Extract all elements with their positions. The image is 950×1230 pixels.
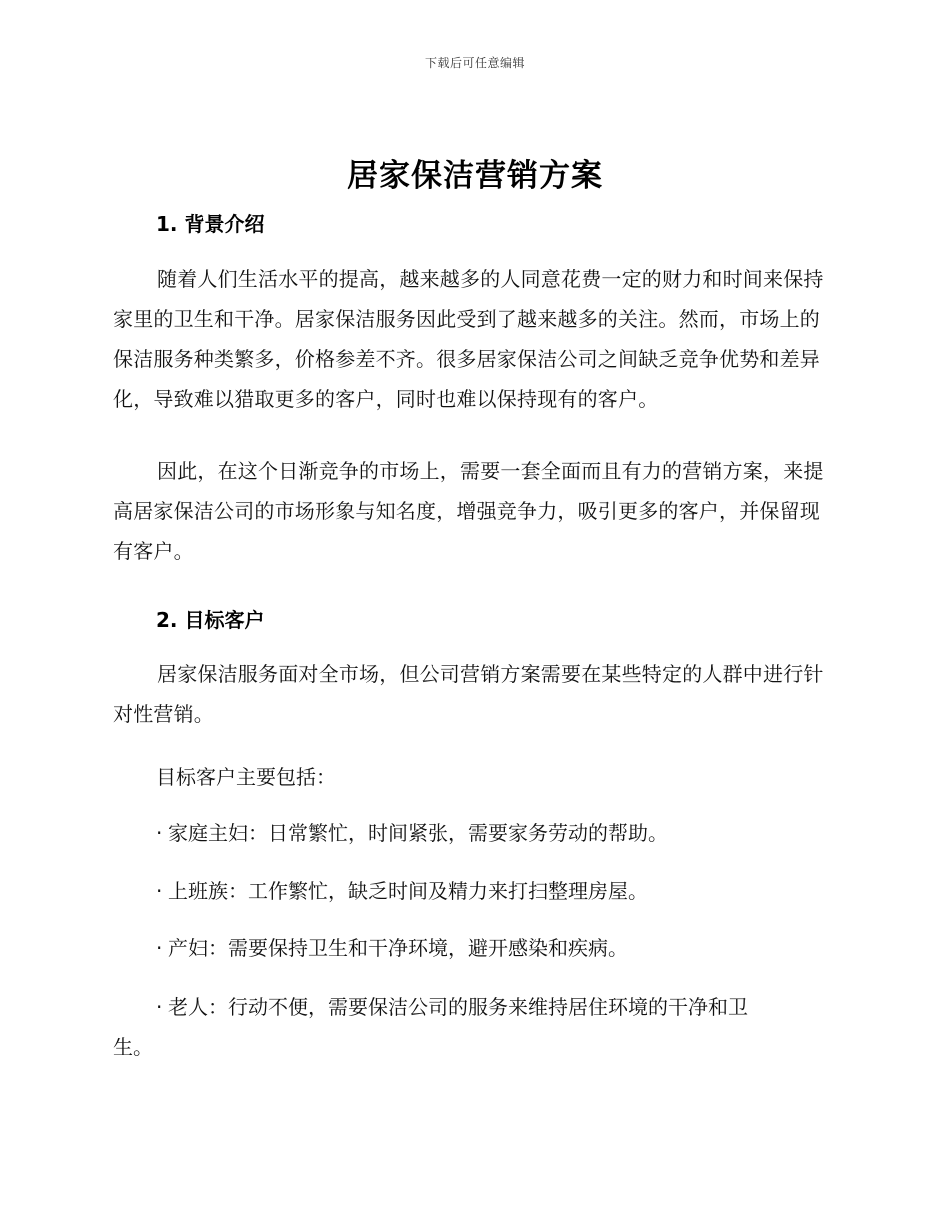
list-item-text: 老人：行动不便，需要保洁公司的服务来维持居住环境的干净和卫 xyxy=(168,995,748,1019)
list-item-text: 上班族：工作繁忙，缺乏时间及精力来打扫整理房屋。 xyxy=(168,879,648,903)
section-heading-target-customers: 2. 目标客户 xyxy=(156,608,265,632)
paragraph-target-market: 居家保洁服务面对全市场，但公司营销方案需要在某些特定的人群中进行针对性营销。 xyxy=(113,662,824,726)
paragraph-competition: 因此，在这个日渐竞争的市场上，需要一套全面而且有力的营销方案，来提高居家保洁公司的市场形象与知名度，增强竞争力，吸引更多的客户，并保留现有客户。 xyxy=(113,459,824,563)
bullet-icon: · xyxy=(156,995,163,1019)
list-item xyxy=(113,987,833,1067)
list-item-first-line xyxy=(113,987,833,1027)
bullet-icon: · xyxy=(156,936,163,960)
header-note: 下载后可任意编辑 xyxy=(424,56,525,70)
section-heading-background: 1. 背景介绍 xyxy=(156,212,265,236)
bullet-icon: · xyxy=(156,879,163,903)
document-title: 居家保洁营销方案 xyxy=(347,158,603,194)
list-item xyxy=(156,876,648,906)
list-item xyxy=(156,818,668,848)
list-item xyxy=(156,933,628,963)
list-item-text: 产妇：需要保持卫生和干净环境，避开感染和疾病。 xyxy=(168,936,628,960)
list-item-continuation: 生。 xyxy=(113,1035,153,1059)
list-intro: 目标客户主要包括： xyxy=(156,765,336,789)
list-item-text: 家庭主妇：日常繁忙，时间紧张，需要家务劳动的帮助。 xyxy=(168,821,668,845)
bullet-icon: · xyxy=(156,821,163,845)
paragraph-background: 随着人们生活水平的提高，越来越多的人同意花费一定的财力和时间来保持家里的卫生和干净。居家保洁服务因此受到了越来越多的关注。然而，市场上的保洁服务种类繁多，价格参差不齐。很多居家保洁公司之间缺乏竞争优势和差异化，导致难以猎取更多的客户，同时也难以保持现有的客户。 xyxy=(113,267,824,411)
